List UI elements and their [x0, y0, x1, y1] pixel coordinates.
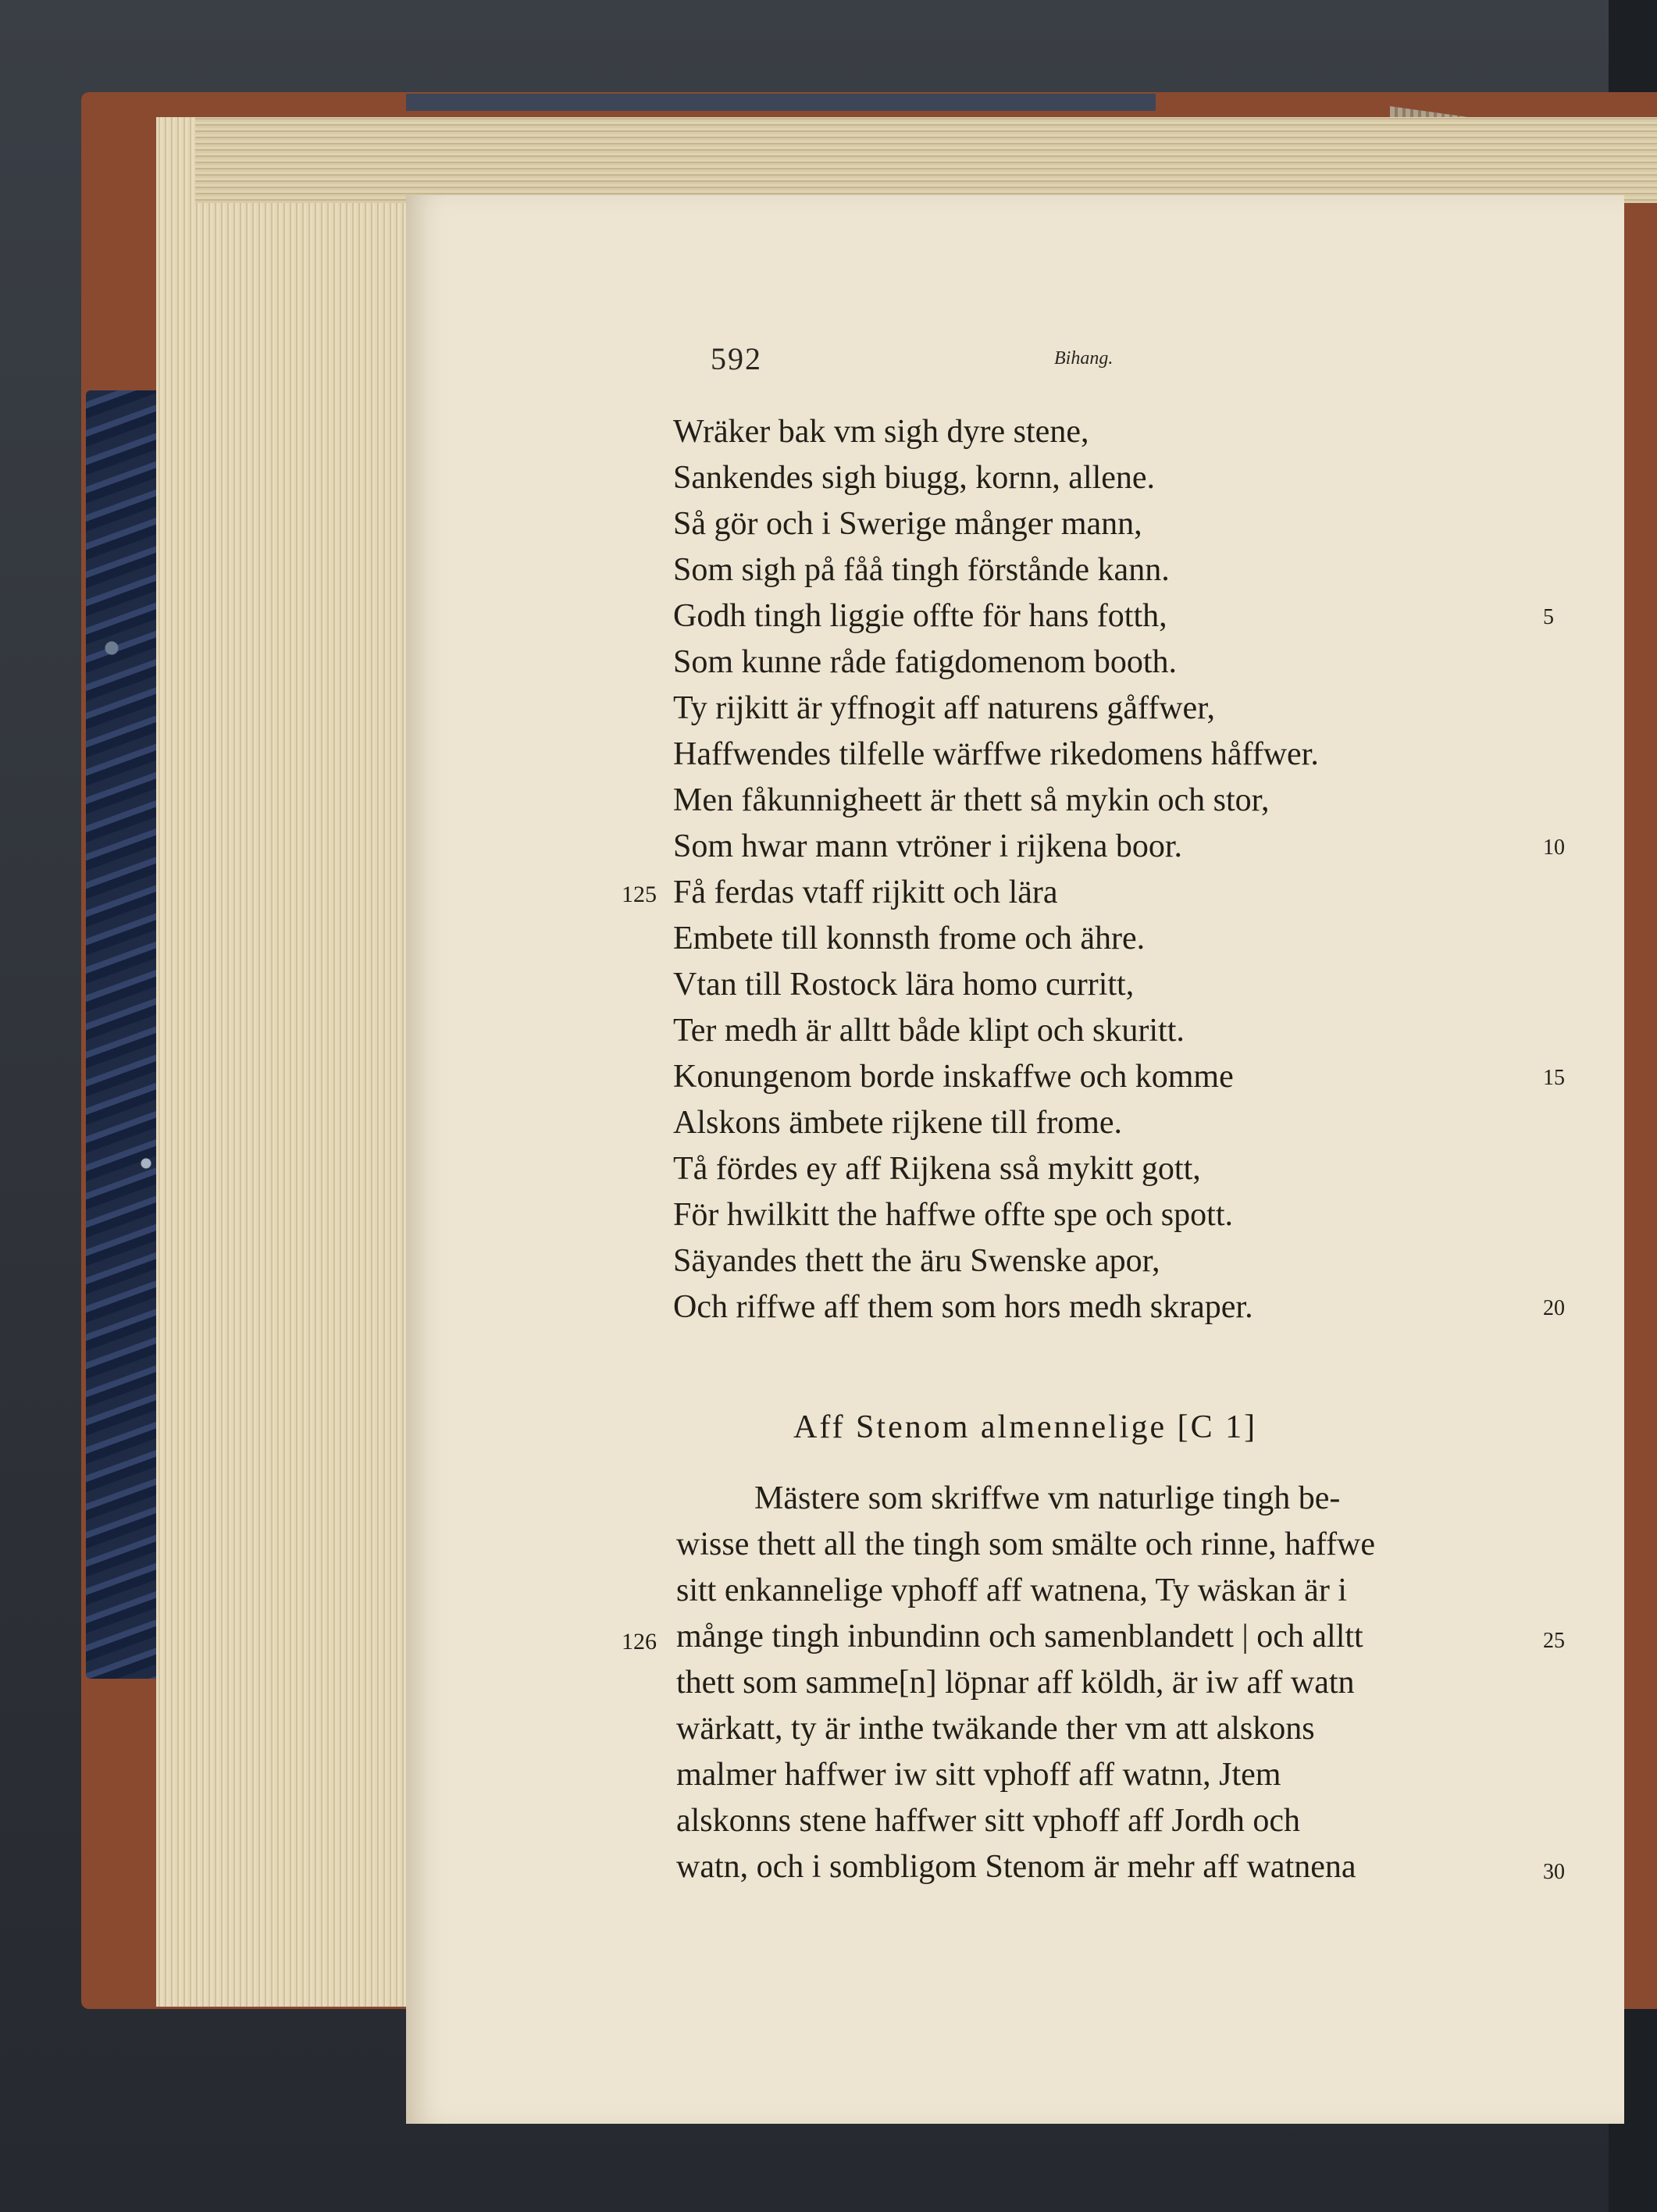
prose-line: wisse thett all the tingh som smälte och rinne, haffwe [676, 1526, 1376, 1562]
prose-line: watn, och i sombligom Stenom är mehr aff watnena [676, 1849, 1356, 1885]
verse-line: Som hwar mann vtröner i rijkena boor. [673, 828, 1183, 864]
verse-line: Konungenom borde inskaffwe och komme [673, 1059, 1234, 1095]
page-block-top-edges [195, 117, 1657, 203]
prose-line: malmer haffwer iw sitt vphoff aff watnn, Jtem [676, 1757, 1281, 1793]
prose-line: thett som samme[n] löpnar aff köldh, är iw aff watn [676, 1665, 1355, 1701]
verse-line: Ter medh är alltt både klipt och skuritt. [673, 1013, 1185, 1049]
verse-line: Ty rijkitt är yffnogit aff naturens gåffwer, [673, 690, 1216, 726]
right-margin-number: 15 [1543, 1066, 1565, 1090]
verse-line: Wräker bak vm sigh dyre stene, [673, 414, 1089, 450]
right-margin-number: 25 [1543, 1629, 1565, 1653]
verse-line: Godh tingh liggie offte för hans fotth, [673, 598, 1167, 634]
left-margin-number: 125 [622, 882, 657, 907]
verse-line: Tå fördes ey aff Rijkena sså mykitt gott, [673, 1151, 1201, 1187]
verse-line: Vtan till Rostock lära homo curritt, [673, 967, 1135, 1003]
verse-line: Alskons ämbete rijkene till frome. [673, 1105, 1123, 1141]
verse-line: För hwilkitt the haffwe offte spe och spott. [673, 1197, 1233, 1233]
prose-line: alskonns stene haffwer sitt vphoff aff Jordh och [676, 1803, 1301, 1839]
page-header [711, 340, 1257, 387]
verse-line: Och riffwe aff them som hors medh skraper. [673, 1289, 1253, 1325]
running-head: Bihang. [1054, 348, 1114, 369]
verse-line: Som sigh på fåå tingh förstånde kann. [673, 552, 1170, 588]
cover-top-band [406, 94, 1156, 111]
page-block-edges [156, 117, 414, 2007]
left-margin-number: 126 [622, 1629, 657, 1655]
verse-line: Men fåkunnigheett är thett så mykin och stor, [673, 782, 1270, 818]
right-margin-number: 5 [1543, 605, 1554, 629]
prose-line: Mästere som skriffwe vm naturlige tingh be- [754, 1480, 1341, 1516]
verse-line: Få ferdas vtaff rijkitt och lära [673, 874, 1058, 910]
section-title: Aff Stenom almennelige [C 1] [793, 1409, 1258, 1445]
verse-line: Så gör och i Swerige månger mann, [673, 506, 1142, 542]
prose-line: sitt enkannelige vphoff aff watnena, Ty wäskan är i [676, 1573, 1347, 1608]
right-margin-number: 10 [1543, 835, 1565, 860]
prose-line: månge tingh inbundinn och samenblandett | och alltt [676, 1619, 1363, 1655]
verse-line: Embete till konnsth frome och ähre. [673, 921, 1146, 956]
right-margin-number: 30 [1543, 1860, 1565, 1884]
page-number: 592 [711, 341, 762, 376]
right-margin-number: 20 [1543, 1296, 1565, 1320]
prose-line: wärkatt, ty är inthe twäkande ther vm att alskons [676, 1711, 1315, 1747]
verse-line: Haffwendes tilfelle wärffwe rikedomens håffwer. [673, 736, 1319, 772]
verse-line: Säyandes thett the äru Swenske apor, [673, 1243, 1160, 1279]
verse-line: Som kunne råde fatigdomenom booth. [673, 644, 1178, 680]
verse-line: Sankendes sigh biugg, kornn, allene. [673, 460, 1156, 496]
